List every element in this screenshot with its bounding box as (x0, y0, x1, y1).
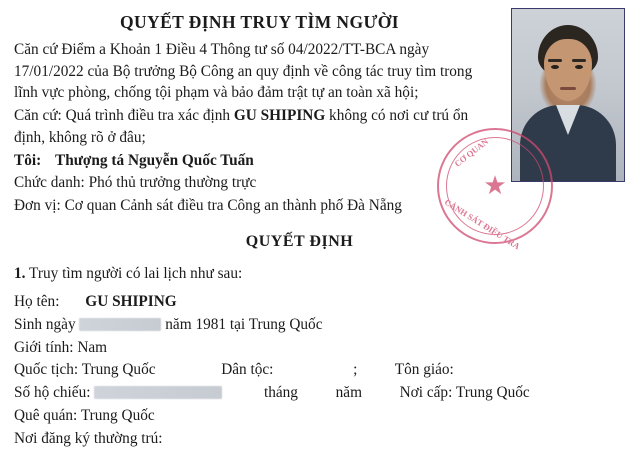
basis-line (14, 105, 492, 148)
item-1-text: Truy tìm người có lai lịch như sau: (29, 265, 242, 282)
field-hometown (14, 405, 625, 427)
photo-eye-left (551, 65, 559, 69)
legal-basis-paragraph: Căn cứ Điểm a Khoản 1 Điều 4 Thông tư số 04/2022/TT-BCA ngày 17/01/2022 của Bộ trưởng Bộ Công an quy định về công tác truy tìm trong lĩnh vực phòng, chống tội phạm và bảo đảm trật tự an toàn xã hội; (14, 39, 492, 104)
field-passport-issuer-label: Nơi cấp: (400, 384, 453, 401)
unit-line (14, 195, 492, 217)
field-residence-label: Nơi đăng ký thường trú: (14, 430, 163, 447)
basis-text-after: không có nơi cư trú ổn định, không rõ ở đâu; (14, 107, 468, 146)
unit-label: Đơn vị: (14, 197, 61, 214)
photo-eye-right (575, 65, 583, 69)
seal-bottom-text: CẢNH SÁT ĐIỀU TRA (443, 197, 522, 252)
field-full-name (14, 291, 625, 313)
issuer-label: Tôi: (14, 152, 41, 169)
field-passport-issuer-value: Trung Quốc (456, 384, 530, 401)
basis-label: Căn cứ: (14, 107, 62, 124)
item-1-line (14, 263, 625, 285)
seal-top-text: CƠ QUAN (452, 136, 490, 168)
decision-heading: QUYẾT ĐỊNH (14, 231, 625, 254)
issuer-line (14, 150, 492, 172)
subject-name-inline: GU SHIPING (234, 107, 325, 124)
field-birthdate-label: Sinh ngày (14, 316, 76, 333)
photo-brow-left (548, 59, 562, 62)
issuer-value: Thượng tá Nguyễn Quốc Tuấn (45, 152, 254, 169)
field-gender-label: Giới tính: (14, 339, 74, 356)
field-birthdate (14, 314, 625, 336)
field-hometown-label: Quê quán: (14, 407, 77, 424)
unit-value: Cơ quan Cảnh sát điều tra Công an thành phố Đà Nẵng (65, 197, 402, 214)
field-gender-value: Nam (77, 339, 107, 356)
field-passport-year: năm (336, 384, 362, 401)
field-passport-label: Số hộ chiếu: (14, 384, 90, 401)
position-value: Phó thủ trưởng thường trực (89, 174, 257, 191)
basis-text-before: Quá trình điều tra xác định (66, 107, 230, 124)
field-birthdate-suffix: năm 1981 tại Trung Quốc (165, 316, 322, 333)
field-birthdate-redacted (79, 318, 161, 331)
field-religion-label: Tôn giáo: (395, 361, 454, 378)
field-hometown-value: Trung Quốc (81, 407, 155, 424)
item-1-number: 1. (14, 265, 25, 282)
field-nationality-label: Quốc tịch: (14, 361, 78, 378)
field-ethnicity-label: Dân tộc: (221, 361, 273, 378)
field-full-name-label: Họ tên: (14, 293, 59, 310)
photo-mouth (560, 87, 576, 90)
field-nationality-value: Trung Quốc (82, 361, 156, 378)
field-nationality (14, 359, 625, 381)
position-line (14, 172, 492, 194)
field-passport-redacted (94, 386, 222, 399)
photo-brow-right (572, 59, 586, 62)
seal-star: ★ (483, 173, 506, 199)
field-full-name-value: GU SHIPING (63, 293, 176, 310)
field-ethnicity-value: ; (353, 361, 357, 378)
field-passport (14, 382, 625, 404)
position-label: Chức danh: (14, 174, 85, 191)
field-passport-month: tháng (264, 384, 298, 401)
page-title: QUYẾT ĐỊNH TRUY TÌM NGƯỜI (14, 12, 625, 33)
field-gender (14, 337, 625, 359)
field-residence (14, 428, 625, 449)
portrait-photo (511, 8, 625, 182)
